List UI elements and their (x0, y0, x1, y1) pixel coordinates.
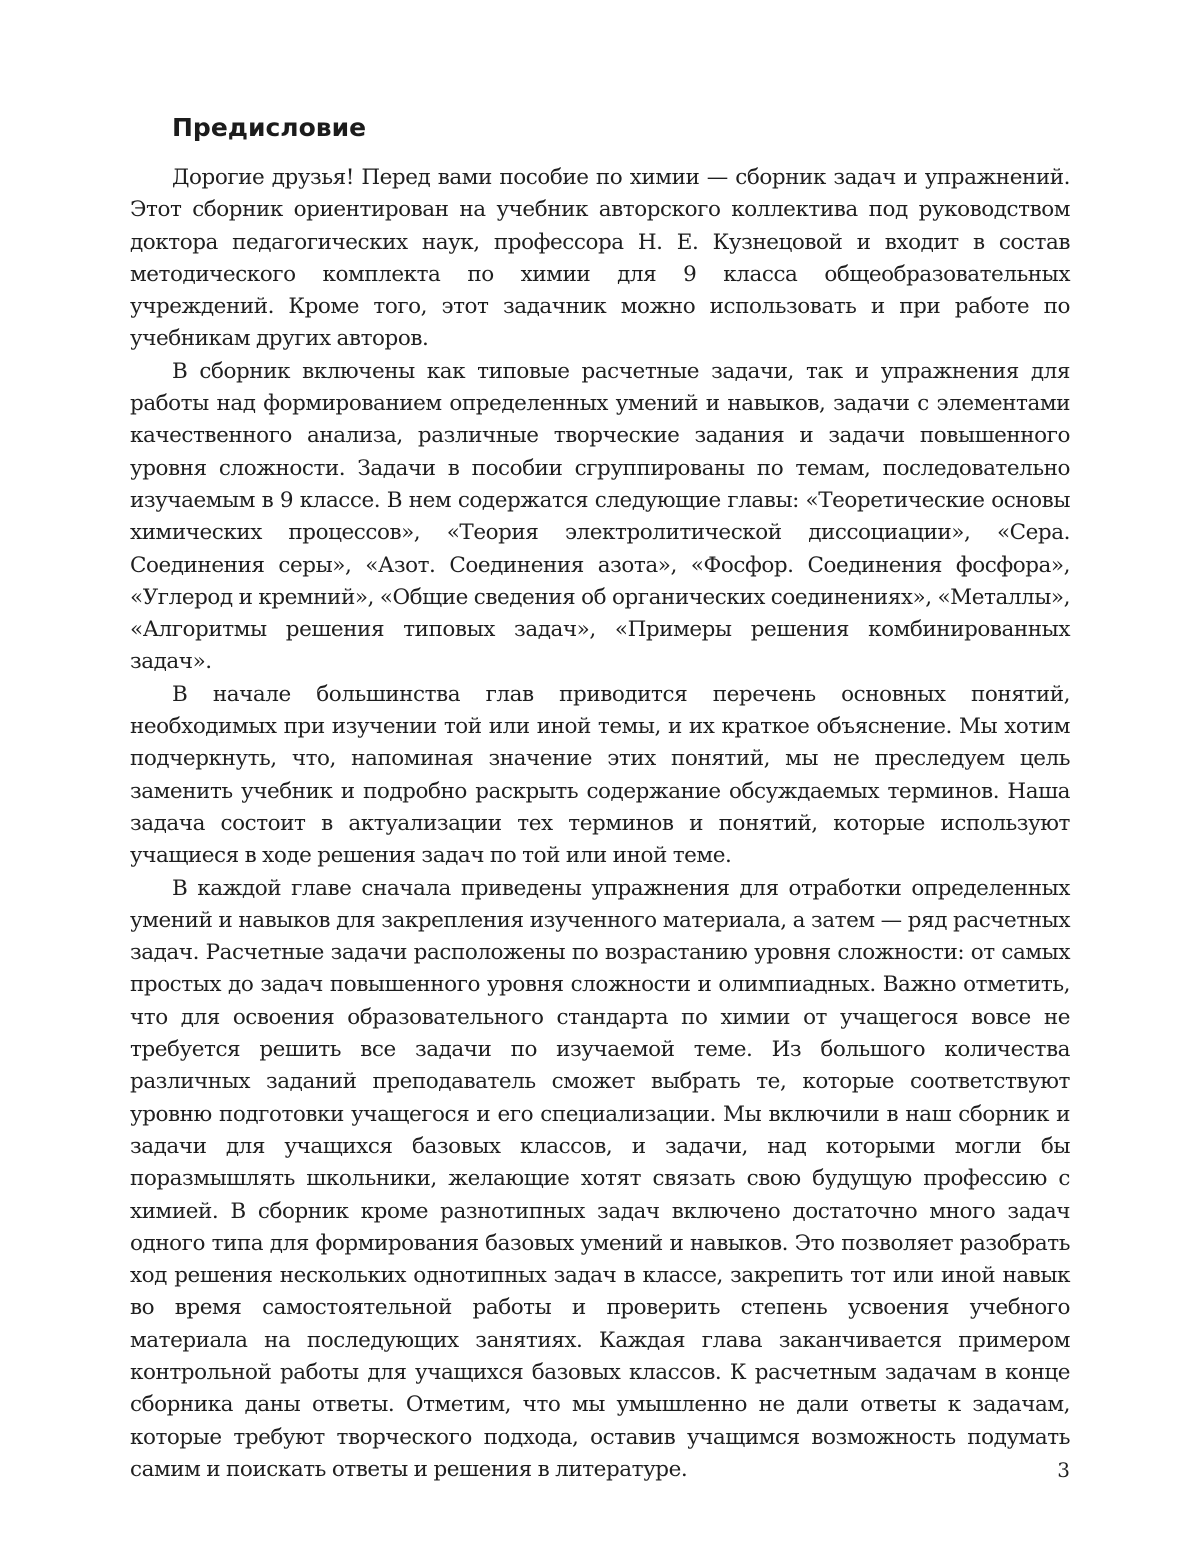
paragraph-contents: В сборник включены как типовые расчетные задачи, так и упражнения для работы над формированием определенных умений и навыков, задачи с элементами качественного анализа, различные творческие задания и задачи повышенного уровня сложности. Задачи в пособии сгруппированы по темам, последовательно изучаемым в 9 классе. В нем содержатся следующие главы: «Теоретические основы химических процессов», «Теория электролитической диссоциации», «Сера. Соединения серы», «Азот. Соединения азота», «Фосфор. Соединения фосфора», «Углерод и кремний», «Общие сведения об органических соединениях», «Металлы», «Алгоритмы решения типовых задач», «Примеры решения комбинированных задач». (130, 358, 1070, 675)
paragraph-intro: Дорогие друзья! Перед вами пособие по химии — сборник задач и упражнений. Этот сборник ориентирован на учебник авторского коллектива под руководством доктора педагогических наук, профессора Н. Е. Кузнецовой и входит в состав методического комплекта по химии для 9 класса общеобразовательных учреждений. Кроме того, этот задачник можно использовать и при работе по учебникам других авторов. (130, 165, 1070, 352)
page-number: 3 (1057, 1458, 1070, 1482)
paragraph-structure: В каждой главе сначала приведены упражнения для отработки определенных умений и навыков для закрепления изученного материала, а затем — ряд расчетных задач. Расчетные задачи расположены по возрастанию уровня сложности: от самых простых до задач повышенного уровня сложности и олимпиадных. Важно отметить, что для освоения образовательного стандарта по химии от учащегося вовсе не требуется решить все задачи по изучаемой теме. Из большого количества различных заданий преподаватель сможет выбрать те, которые соответствуют уровню подготовки учащегося и его специализации. Мы включили в наш сборник и задачи для учащихся базовых классов, и задачи, над которыми могли бы поразмышлять школьники, желающие хотят связать свою будущую профессию с химией. В сборник кроме разнотипных задач включено достаточно много задач одного типа для формирования базовых умений и навыков. Это позволяет разобрать ход решения нескольких однотипных задач в классе, закрепить тот или иной навык во время самостоятельной работы и проверить степень усвоения учебного материала на последующих занятиях. Каждая глава заканчивается примером контрольной работы для учащихся базовых классов. К расчетным задачам в конце сборника даны ответы. Отметим, что мы умышленно не дали ответы к задачам, которые требуют творческого подхода, оставив учащимся возможность подумать самим и поискать ответы и решения в литературе. (130, 875, 1070, 1482)
preface-body (130, 162, 1070, 1486)
page-heading: Предисловие (172, 113, 367, 142)
paragraph-concepts: В начале большинства глав приводится перечень основных понятий, необходимых при изучении той или иной темы, и их краткое объяснение. Мы хотим подчеркнуть, что, напоминая значение этих понятий, мы не преследуем цель заменить учебник и подробно раскрыть содержание обсуждаемых терминов. Наша задача состоит в актуализации тех терминов и понятий, которые используют учащиеся в ходе решения задач по той или иной теме. (130, 681, 1070, 869)
